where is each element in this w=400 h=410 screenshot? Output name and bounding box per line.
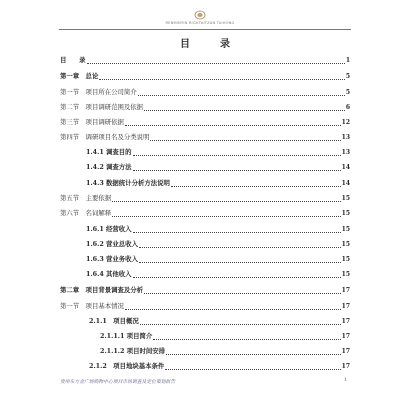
toc-entry-label: 第一章 总论 — [60, 72, 99, 80]
toc-leader-dots — [171, 181, 341, 187]
footer-page-number: 1 — [344, 378, 348, 383]
toc-entry[interactable] — [60, 88, 350, 97]
toc-entry-label: 第六节 名词解释 — [60, 209, 112, 217]
toc-leader-dots — [139, 257, 341, 263]
toc-entry-label: 2.1.1 项目概况 — [89, 317, 139, 325]
toc-entry-page: 15 — [341, 256, 350, 263]
toc-entry[interactable] — [86, 255, 350, 264]
toc-entry-page: 5 — [345, 73, 350, 80]
toc-entry-page: 15 — [341, 226, 350, 233]
toc-entry[interactable] — [89, 362, 350, 371]
toc-entry[interactable] — [86, 240, 350, 249]
toc-entry-label: 2.1.1.1 项目简介 — [100, 332, 153, 340]
toc-entry[interactable] — [100, 347, 350, 356]
header-org-text: RENMINYIN RIGHTAITZAN TAIHONG — [165, 21, 235, 25]
toc-entry[interactable] — [60, 118, 350, 127]
toc-entry[interactable] — [60, 194, 350, 203]
toc-entry-label: 第一节 项目所在公司简介 — [60, 88, 137, 96]
toc-entry[interactable] — [60, 209, 350, 218]
toc-leader-dots — [133, 272, 341, 278]
toc-leader-dots — [125, 120, 341, 126]
toc-entry-label: 2.1.1.2 项目时间安排 — [100, 347, 166, 355]
toc-entry-label: 第三节 项目调研依据 — [60, 118, 124, 126]
toc-entry-label: 1.4.1 调查目的 — [86, 148, 132, 156]
toc-entry[interactable] — [86, 148, 350, 157]
toc-entry-page: 17 — [341, 333, 350, 340]
toc-entry-label: 第一节 项目基本情况 — [60, 302, 124, 310]
toc-leader-dots — [112, 196, 341, 202]
toc-leader-dots — [138, 90, 345, 96]
toc-entry[interactable] — [60, 286, 350, 295]
company-logo-icon — [188, 10, 212, 20]
toc-entry-page: 15 — [341, 241, 350, 248]
toc-entry-label: 第五节 主要依据 — [60, 194, 112, 202]
toc-entry[interactable] — [86, 163, 350, 172]
toc-entry[interactable] — [60, 103, 350, 112]
toc-entry-label: 第二节 项目调研范围及依据 — [60, 103, 144, 111]
toc-entry-page: 13 — [341, 149, 350, 156]
toc-entry-label: 1.6.4 其他收入 — [86, 270, 132, 278]
toc-entry-page: 15 — [341, 195, 350, 202]
toc-entry-label: 目 录 — [60, 56, 86, 64]
toc-entry-label: 2.1.2 项目地块基本条件 — [89, 362, 165, 370]
toc-entry[interactable] — [60, 133, 350, 142]
toc-leader-dots — [144, 105, 345, 111]
toc-entry-page: 12 — [341, 119, 350, 126]
toc-leader-dots — [140, 319, 341, 325]
toc-leader-dots — [144, 288, 341, 294]
toc-entry-page: 13 — [341, 134, 350, 141]
footer-text: 贵州东方金广场购物中心项目市场调查及定位策划报告 — [60, 380, 176, 385]
toc-entry-page: 17 — [341, 303, 350, 310]
toc-entry[interactable] — [86, 225, 350, 234]
toc-entry-label: 第二章 项目背景调查及分析 — [60, 286, 144, 294]
toc-entry-label: 1.4.2 调查方法 — [86, 163, 132, 171]
toc-entry-page: 17 — [341, 363, 350, 370]
toc-entry-page: 1 — [345, 57, 350, 64]
toc-entry-label: 第四节 调研项目名及分类说明 — [60, 133, 150, 141]
toc-entry-page: 17 — [341, 287, 350, 294]
header-divider — [59, 29, 351, 30]
toc-entry[interactable] — [86, 179, 350, 188]
toc-leader-dots — [139, 242, 341, 248]
toc-entry-page: 17 — [341, 318, 350, 325]
toc-entry-page: 17 — [341, 348, 350, 355]
toc-leader-dots — [165, 364, 340, 370]
toc-leader-dots — [153, 334, 340, 340]
toc-leader-dots — [87, 58, 345, 64]
toc-entry-page: 14 — [341, 164, 350, 171]
toc-leader-dots — [133, 165, 341, 171]
toc-entry[interactable] — [60, 56, 350, 65]
toc-entry-page: 6 — [345, 104, 350, 111]
toc-leader-dots — [166, 349, 341, 355]
toc-entry-label: 1.6.3 营业务收入 — [86, 255, 138, 263]
toc-entry-page: 5 — [345, 89, 350, 96]
toc-entry-label: 1.6.1 经营收入 — [86, 225, 132, 233]
toc-entry[interactable] — [60, 72, 350, 81]
toc-entry-label: 1.6.2 营业总收入 — [86, 240, 138, 248]
toc-entry[interactable] — [100, 332, 350, 341]
page-title: 目 录 — [180, 39, 240, 50]
toc-entry[interactable] — [89, 317, 350, 326]
toc-leader-dots — [99, 74, 344, 80]
toc-entry-page: 15 — [341, 271, 350, 278]
toc-leader-dots — [125, 304, 341, 310]
toc-leader-dots — [150, 135, 340, 141]
toc-leader-dots — [133, 227, 341, 233]
toc-entry[interactable] — [86, 270, 350, 279]
toc-leader-dots — [112, 211, 341, 217]
toc-entry-label: 1.4.3 数据统计分析方法说明 — [86, 179, 170, 187]
toc-leader-dots — [133, 150, 341, 156]
toc-entry-page: 15 — [341, 210, 350, 217]
toc-entry[interactable] — [60, 302, 350, 311]
toc-entry-page: 14 — [341, 180, 350, 187]
